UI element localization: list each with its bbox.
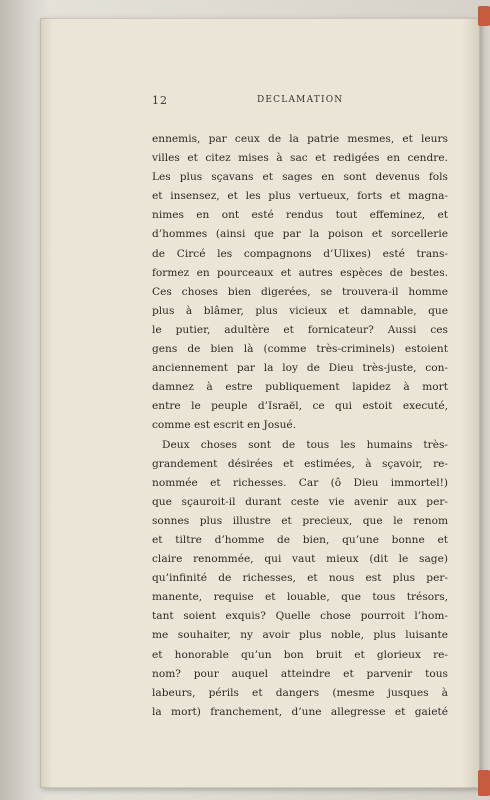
text-line: claire renommée, qui vaut mieux (dit le sage)	[152, 553, 448, 566]
text-line: gens de bien là (comme très-criminels) estoient	[152, 343, 448, 356]
text-line: sonnes plus illustre et precieux, que le renom	[152, 514, 448, 527]
page-number: 12	[152, 94, 168, 107]
text-line: plus à blâmer, plus vicieux et damnable, que	[152, 304, 448, 317]
text-line: manente, requise et louable, que tous trésors,	[152, 591, 448, 604]
text-line: tant soient exquis? Quelle chose pourroit l’hom-	[152, 610, 448, 623]
text-line: me souhaiter, ny avoir plus noble, plus luisante	[152, 629, 448, 642]
text-line: et honorable qu’un bon bruit et glorieux re-	[152, 648, 448, 661]
body-text	[152, 130, 448, 722]
text-line: entre le peuple d’Israël, ce qui estoit executé,	[152, 400, 448, 413]
text-line: labeurs, périls et dangers (mesme jusques à	[152, 686, 448, 699]
text-line: Les plus sçavans et sages en sont devenus fols	[152, 171, 448, 184]
text-line: de Circé les compagnons d’Ulixes) esté trans-	[152, 247, 448, 260]
text-line: villes et citez mises à sac et redigées en cendre.	[152, 152, 448, 165]
running-title: DECLAMATION	[257, 95, 344, 105]
page-edge-shadow	[462, 18, 480, 788]
page-gutter-shadow	[40, 18, 52, 788]
text-line: Deux choses sont de tous les humains très-	[162, 438, 448, 451]
text-line: damnez à estre publiquement lapidez à mort	[152, 381, 448, 394]
text-line: formez en pourceaux et autres espèces de bestes.	[152, 266, 448, 279]
text-line: grandement désirées et estimées, à sçavoir, re-	[152, 457, 448, 470]
text-line: comme est escrit en Josué.	[152, 419, 297, 432]
text-line: Ces choses bien digerées, se trouvera-il homme	[152, 285, 448, 298]
text-line: nom? pour auquel atteindre et parvenir tous	[152, 667, 448, 680]
text-line: et tiltre d’homme de bien, qu’une bonne et	[152, 533, 448, 546]
text-line: la mort) franchement, d’une allegresse et gaieté	[152, 705, 448, 718]
text-line: nommée et richesses. Car (ô Dieu immortel!)	[152, 476, 448, 489]
text-line: ennemis, par ceux de la patrie mesmes, et leurs	[152, 133, 448, 145]
page-header	[152, 94, 448, 112]
text-line: d’hommes (ainsi que par la poison et sorcellerie	[152, 228, 448, 241]
text-line: nimes en ont esté rendus tout effeminez, et	[152, 209, 448, 222]
bookmark-tab-bottom	[478, 770, 490, 796]
text-line: le putier, adultère et fornicateur? Aussi ces	[152, 323, 448, 336]
text-line: anciennement par la loy de Dieu très-juste, con-	[152, 362, 448, 375]
text-line: que sçauroit-il durant ceste vie avenir aux per-	[152, 495, 448, 508]
text-line: et insensez, et les plus vertueux, forts et magna-	[152, 190, 448, 203]
bookmark-tab-top	[478, 6, 490, 26]
text-line: qu’infinité de richesses, et nous est plus per-	[152, 572, 448, 585]
